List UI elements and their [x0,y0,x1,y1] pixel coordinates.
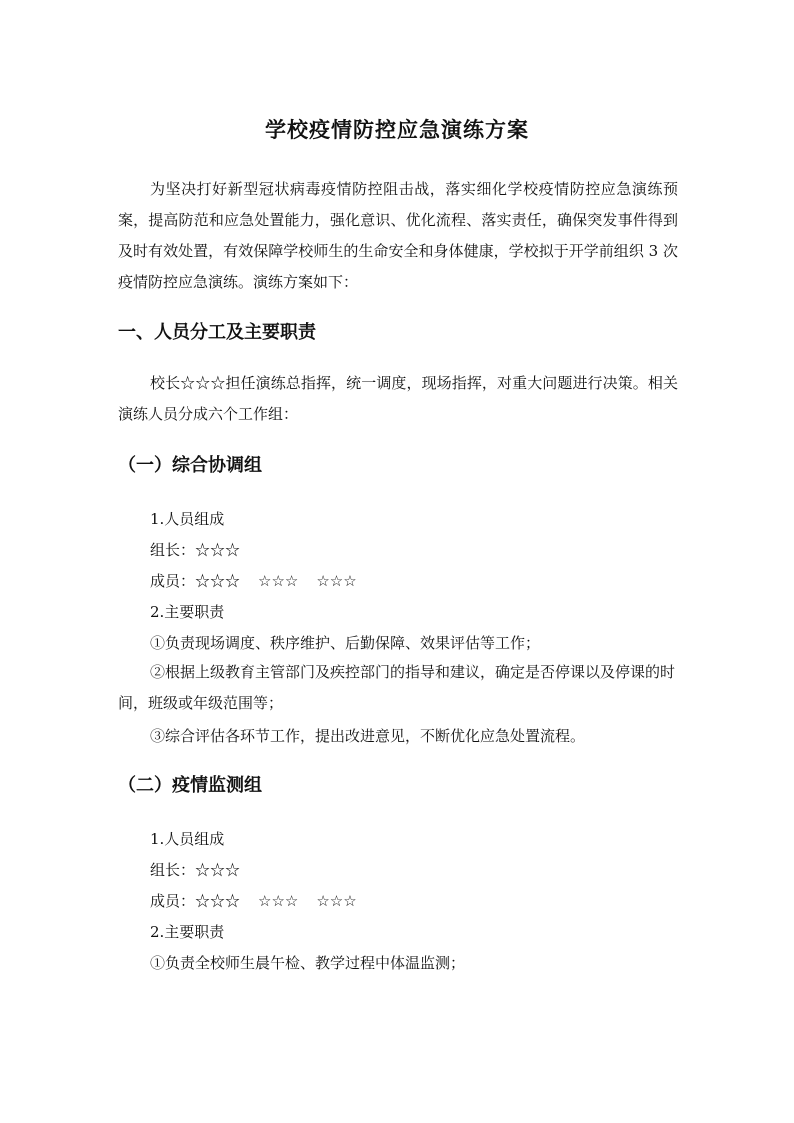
group2-members-title: 1.人员组成 [150,830,225,848]
group2-leader: 组长：☆☆☆ [150,861,241,879]
group1-member-1: 成员：☆☆☆ [150,572,241,590]
group1-duties-title: 2.主要职责 [150,603,225,621]
group2-member-3: ☆☆☆ [316,892,357,910]
group1-duty-3: ③综合评估各环节工作，提出改进意见，不断优化应急处置流程。 [150,727,586,745]
group1-leader: 组长：☆☆☆ [150,541,241,559]
group2-members [150,890,357,911]
section-heading-1: 一、人员分工及主要职责 [118,322,316,343]
group2-duties-title: 2.主要职责 [150,923,225,941]
group1-member-3: ☆☆☆ [316,572,357,590]
section1-paragraph [118,368,678,430]
section1-text: 校长☆☆☆担任演练总指挥，统一调度，现场指挥，对重大问题进行决策。相关演练人员分成六个工作组： [118,374,678,423]
group2-member-1: 成员：☆☆☆ [150,892,241,910]
group2-member-2: ☆☆☆ [258,892,299,910]
intro-text: 为坚决打好新型冠状病毒疫情防控阻击战，落实细化学校疫情防控应急演练预案，提高防范和应急处置能力，强化意识、优化流程、落实责任，确保突发事件得到及时有效处置，有效保障学校师生的生命安全和身体健康，学校拟于开学前组织 3 次疫情防控应急演练。演练方案如下： [118,180,678,291]
group1-duty-2-block [118,657,678,719]
document-title: 学校疫情防控应急演练方案 [265,118,529,142]
group2-heading: （二）疫情监测组 [118,775,262,796]
group1-heading: （一）综合协调组 [118,455,262,476]
group1-members [150,570,357,591]
group1-members-title: 1.人员组成 [150,510,225,528]
group1-member-2: ☆☆☆ [258,572,299,590]
intro-paragraph [118,174,678,298]
group1-duty-1: ①负责现场调度、秩序维护、后勤保障、效果评估等工作； [150,634,541,652]
group1-duty-2: ②根据上级教育主管部门及疾控部门的指导和建议，确定是否停课以及停课的时间，班级或年级范围等； [118,663,676,712]
group2-duty-1: ①负责全校师生晨午检、教学过程中体温监测； [150,954,466,972]
